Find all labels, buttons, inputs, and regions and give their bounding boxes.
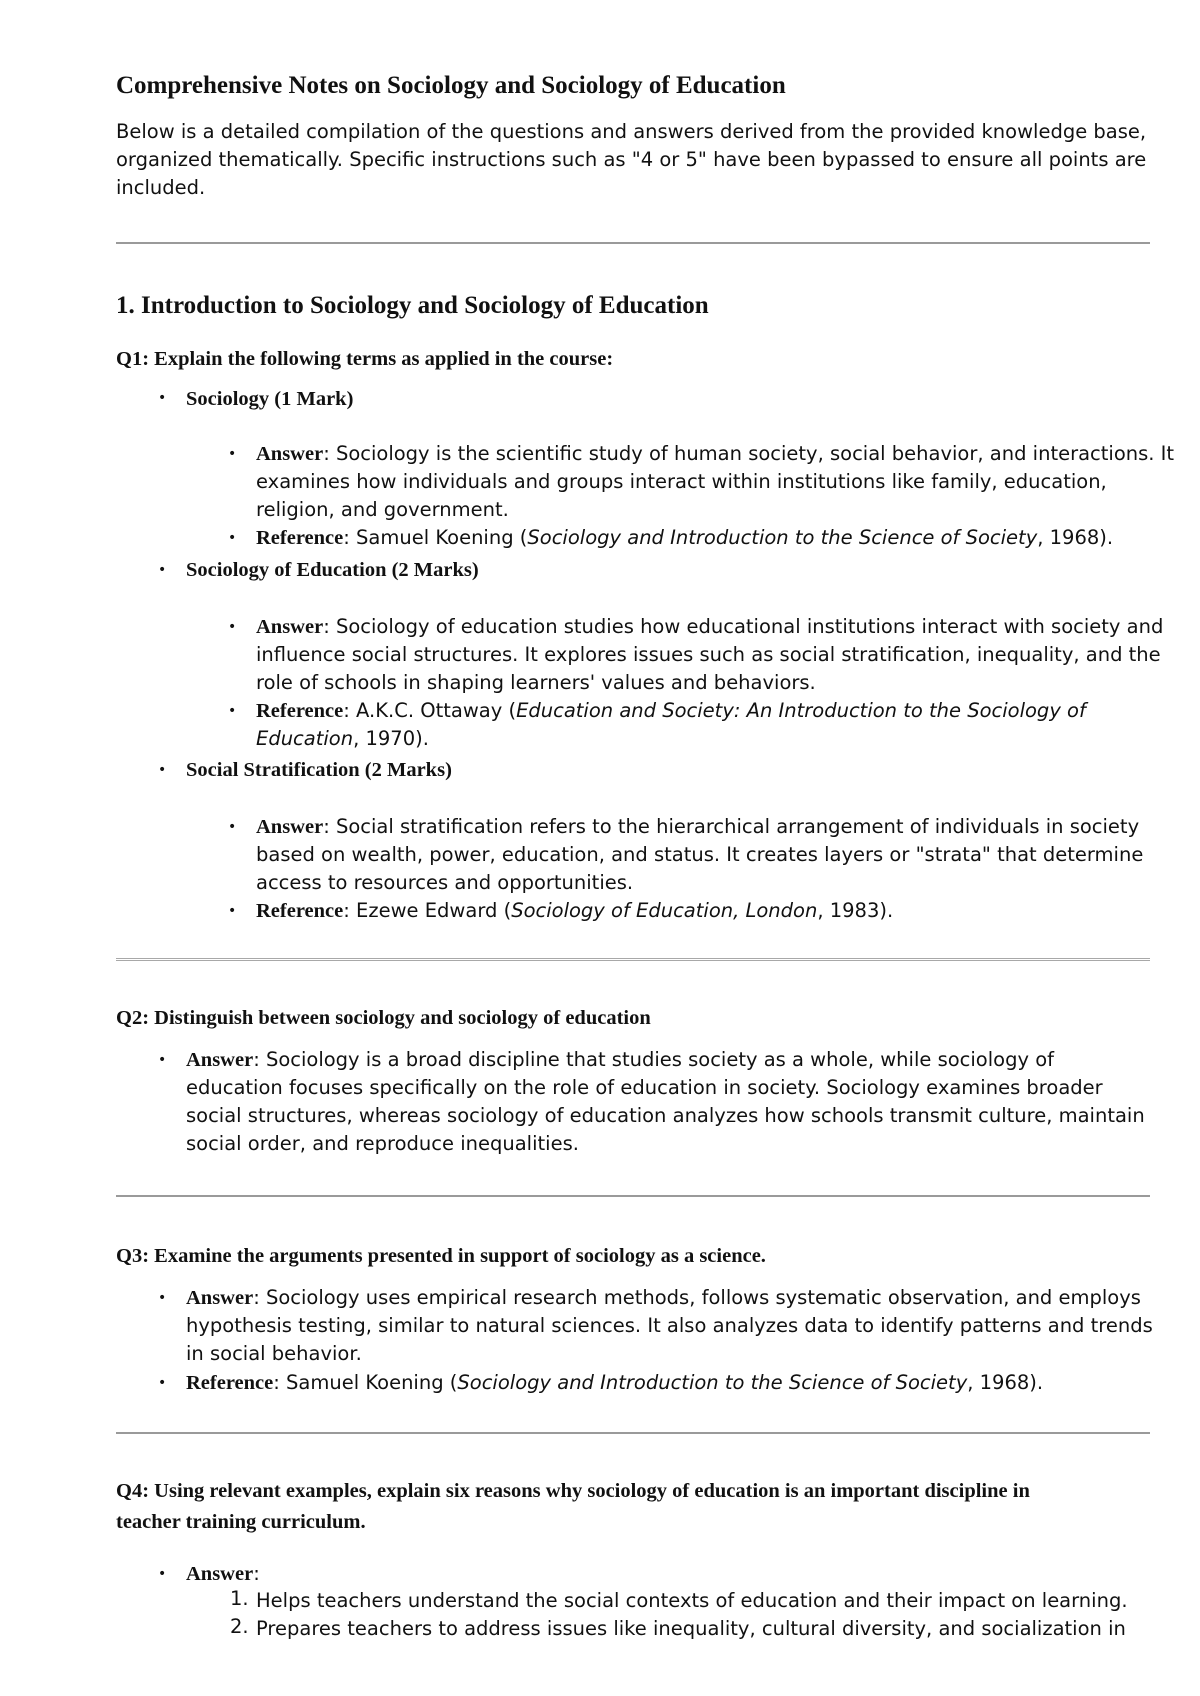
question-2: Q2: Distinguish between sociology and sociology of education: [116, 1007, 651, 1029]
term-title: Sociology of Education (2 Marks): [186, 559, 479, 581]
bullet-icon: •: [228, 903, 237, 919]
divider: [116, 958, 1150, 961]
divider: [116, 242, 1150, 245]
reference-item: Reference: A.K.C. Ottaway (Education and Society: An Introduction to the Sociology of Education, 1970).: [256, 699, 1086, 750]
question-text: Explain the following terms as applied in the course:: [149, 348, 614, 370]
bullet-icon: •: [158, 1566, 167, 1582]
list-item: Helps teachers understand the social contexts of education and their impact on learning.: [256, 1589, 1128, 1612]
bullet-icon: •: [158, 390, 167, 406]
answer-item: Answer: Sociology uses empirical research methods, follows systematic observation, and employs hypothesis testing, similar to natural sciences. It also analyzes data to identify patterns and trends in social behavior.: [186, 1286, 1153, 1365]
intro-paragraph: Below is a detailed compilation of the questions and answers derived from the provided knowledge base, organized thematically. Specific instructions such as "4 or 5" have been bypassed to ensure all points are included.: [116, 120, 1147, 199]
question-1: [116, 344, 1150, 375]
answer-item: Answer: Sociology of education studies how educational institutions interact with society and influence social structures. It explores issues such as social stratification, inequality, and the role of schools in shaping learners' values and behaviors.: [256, 615, 1164, 694]
list-number: 1.: [230, 1587, 249, 1610]
bullet-icon: •: [228, 619, 237, 635]
divider: [116, 1195, 1150, 1198]
bullet-icon: •: [228, 703, 237, 719]
answer-item: Answer:: [186, 1562, 260, 1585]
document-title: Comprehensive Notes on Sociology and Sociology of Education: [116, 72, 786, 99]
bullet-icon: •: [158, 1052, 167, 1068]
bullet-icon: •: [158, 1290, 167, 1306]
bullet-icon: •: [158, 762, 167, 778]
reference-item: Reference: Ezewe Edward (Sociology of Education, London, 1983).: [256, 899, 894, 922]
reference-item: Reference: Samuel Koening (Sociology and Introduction to the Science of Society, 1968).: [256, 526, 1114, 549]
divider: [116, 1432, 1150, 1435]
bullet-icon: •: [158, 1375, 167, 1391]
term-title: Social Stratification (2 Marks): [186, 759, 452, 781]
term-title: Sociology (1 Mark): [186, 388, 354, 410]
list-number: 2.: [230, 1615, 249, 1638]
question-label: Q1:: [116, 348, 150, 370]
reference-item: Reference: Samuel Koening (Sociology and Introduction to the Science of Society, 1968).: [186, 1371, 1044, 1394]
answer-item: Answer: Social stratification refers to the hierarchical arrangement of individuals in society based on wealth, power, education, and status. It creates layers or "strata" that determine access to resources and opportunities.: [256, 815, 1144, 894]
bullet-icon: •: [228, 530, 237, 546]
question-4: Q4: Using relevant examples, explain six reasons why sociology of education is an important discipline in teacher training curriculum.: [116, 1480, 1030, 1533]
bullet-icon: •: [228, 819, 237, 835]
question-3: Q3: Examine the arguments presented in support of sociology as a science.: [116, 1245, 766, 1267]
answer-item: Answer: Sociology is the scientific study of human society, social behavior, and interactions. It examines how individuals and groups interact within institutions like family, education, religion, and government.: [256, 442, 1175, 521]
bullet-icon: •: [158, 562, 167, 578]
bullet-icon: •: [228, 446, 237, 462]
section-heading: 1. Introduction to Sociology and Sociology of Education: [116, 292, 709, 319]
list-item: Prepares teachers to address issues like inequality, cultural diversity, and socialization in: [256, 1617, 1126, 1640]
answer-item: Answer: Sociology is a broad discipline that studies society as a whole, while sociology of education focuses specifically on the role of education in society. Sociology examines broader social structures, whereas sociology of education analyzes how schools transmit culture, maintain social order, and reproduce inequalities.: [186, 1048, 1145, 1155]
